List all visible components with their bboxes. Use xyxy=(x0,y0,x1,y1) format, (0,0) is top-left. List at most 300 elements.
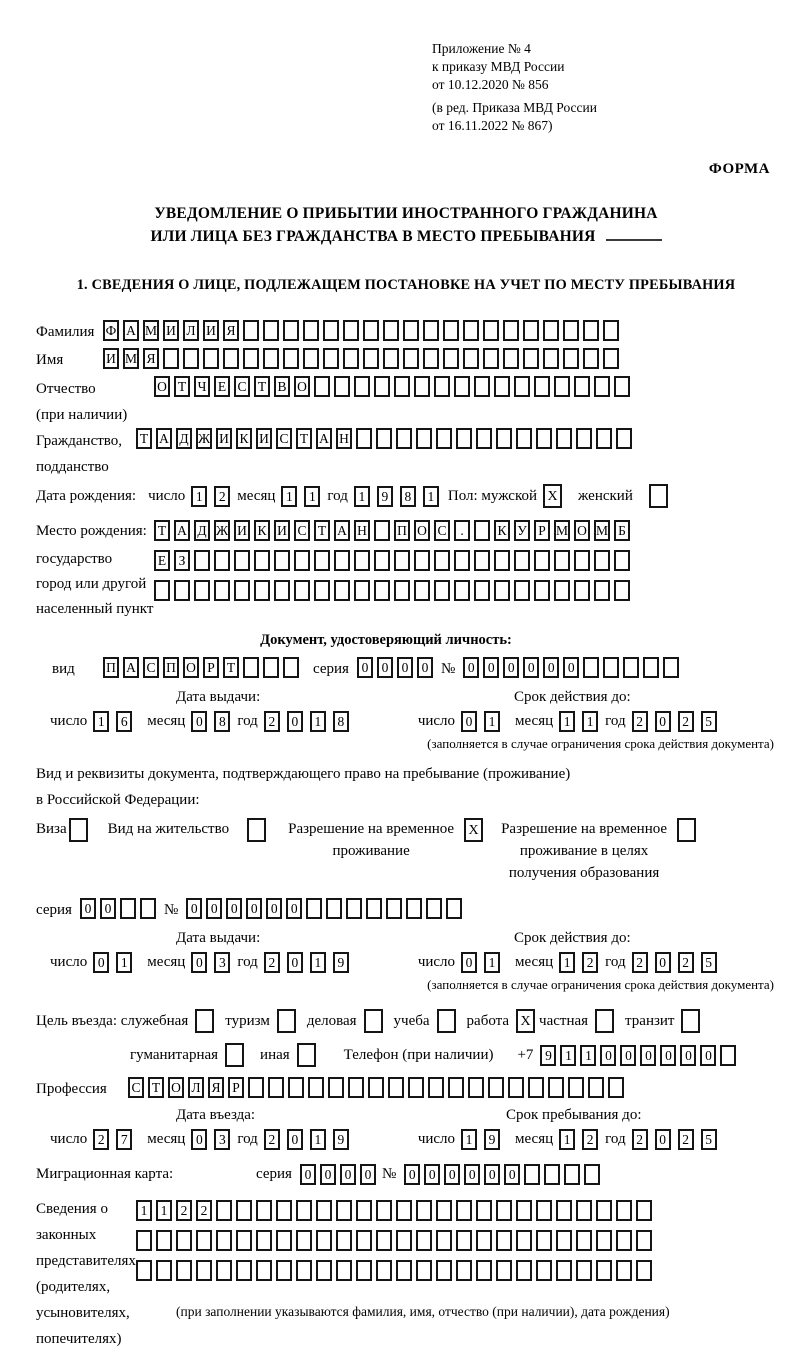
char-cell[interactable] xyxy=(436,1230,452,1251)
char-cell[interactable] xyxy=(456,1230,472,1251)
char-cell[interactable] xyxy=(334,550,350,571)
char-cell[interactable] xyxy=(474,550,490,571)
char-cell[interactable]: К xyxy=(494,520,510,541)
char-cell[interactable] xyxy=(494,376,510,397)
char-cell[interactable]: 1 xyxy=(136,1200,152,1221)
char-cell[interactable]: З xyxy=(174,550,190,571)
char-cell[interactable]: 0 xyxy=(287,711,303,732)
char-cell[interactable] xyxy=(256,1230,272,1251)
char-cell[interactable]: 2 xyxy=(264,711,280,732)
char-cell[interactable]: О xyxy=(183,657,199,678)
char-cell[interactable]: 0 xyxy=(640,1045,656,1066)
char-cell[interactable]: 9 xyxy=(484,1129,500,1150)
char-cell[interactable]: К xyxy=(236,428,252,449)
char-cell[interactable] xyxy=(363,320,379,341)
char-cell[interactable] xyxy=(234,550,250,571)
char-cell[interactable] xyxy=(568,1077,584,1098)
char-cell[interactable] xyxy=(554,550,570,571)
char-cell[interactable]: 0 xyxy=(397,657,413,678)
char-cell[interactable] xyxy=(416,1230,432,1251)
char-cell[interactable]: 1 xyxy=(310,952,326,973)
char-cell[interactable]: 0 xyxy=(191,1129,207,1150)
char-cell[interactable] xyxy=(523,348,539,369)
char-cell[interactable]: 2 xyxy=(176,1200,192,1221)
purpose-other-checkbox[interactable] xyxy=(297,1043,316,1067)
char-cell[interactable] xyxy=(408,1077,424,1098)
char-cell[interactable]: 0 xyxy=(360,1164,376,1185)
char-cell[interactable]: 0 xyxy=(655,952,671,973)
char-cell[interactable]: 0 xyxy=(404,1164,420,1185)
char-cell[interactable]: Л xyxy=(183,320,199,341)
char-cell[interactable] xyxy=(608,1077,624,1098)
char-cell[interactable] xyxy=(388,1077,404,1098)
char-cell[interactable] xyxy=(336,1260,352,1281)
char-cell[interactable] xyxy=(328,1077,344,1098)
char-cell[interactable] xyxy=(296,1260,312,1281)
char-cell[interactable]: Е xyxy=(214,376,230,397)
char-cell[interactable] xyxy=(584,1164,600,1185)
char-cell[interactable] xyxy=(268,1077,284,1098)
char-cell[interactable]: О xyxy=(168,1077,184,1098)
char-cell[interactable] xyxy=(488,1077,504,1098)
char-cell[interactable]: М xyxy=(554,520,570,541)
char-cell[interactable] xyxy=(363,348,379,369)
char-cell[interactable] xyxy=(376,1200,392,1221)
char-cell[interactable] xyxy=(394,580,410,601)
char-cell[interactable]: М xyxy=(143,320,159,341)
sex-female-checkbox[interactable] xyxy=(649,484,668,508)
char-cell[interactable] xyxy=(326,898,342,919)
char-cell[interactable] xyxy=(636,1200,652,1221)
char-cell[interactable]: 1 xyxy=(191,486,207,507)
char-cell[interactable]: 0 xyxy=(620,1045,636,1066)
char-cell[interactable]: 2 xyxy=(678,952,694,973)
char-cell[interactable] xyxy=(243,348,259,369)
char-cell[interactable]: 1 xyxy=(423,486,439,507)
char-cell[interactable]: 1 xyxy=(560,1045,576,1066)
purpose-business-checkbox[interactable] xyxy=(364,1009,383,1033)
char-cell[interactable]: 1 xyxy=(281,486,297,507)
char-cell[interactable]: 0 xyxy=(246,898,262,919)
char-cell[interactable] xyxy=(474,520,490,541)
char-cell[interactable] xyxy=(366,898,382,919)
char-cell[interactable] xyxy=(263,320,279,341)
char-cell[interactable]: И xyxy=(234,520,250,541)
char-cell[interactable] xyxy=(356,428,372,449)
char-cell[interactable] xyxy=(414,550,430,571)
char-cell[interactable] xyxy=(156,1260,172,1281)
char-cell[interactable] xyxy=(256,1260,272,1281)
char-cell[interactable] xyxy=(216,1200,232,1221)
char-cell[interactable] xyxy=(594,550,610,571)
char-cell[interactable] xyxy=(603,657,619,678)
char-cell[interactable] xyxy=(556,1200,572,1221)
char-cell[interactable]: Ч xyxy=(194,376,210,397)
char-cell[interactable] xyxy=(494,580,510,601)
char-cell[interactable] xyxy=(396,1200,412,1221)
char-cell[interactable]: 1 xyxy=(354,486,370,507)
char-cell[interactable]: 0 xyxy=(226,898,242,919)
char-cell[interactable]: П xyxy=(163,657,179,678)
char-cell[interactable] xyxy=(564,1164,580,1185)
char-cell[interactable] xyxy=(456,1260,472,1281)
char-cell[interactable]: Т xyxy=(254,376,270,397)
char-cell[interactable] xyxy=(283,348,299,369)
char-cell[interactable] xyxy=(434,376,450,397)
char-cell[interactable]: 5 xyxy=(701,1129,717,1150)
visa-checkbox[interactable] xyxy=(69,818,88,842)
char-cell[interactable]: 1 xyxy=(304,486,320,507)
char-cell[interactable]: 0 xyxy=(340,1164,356,1185)
char-cell[interactable] xyxy=(576,428,592,449)
char-cell[interactable] xyxy=(534,376,550,397)
char-cell[interactable]: 2 xyxy=(632,1129,648,1150)
char-cell[interactable]: О xyxy=(414,520,430,541)
char-cell[interactable] xyxy=(596,428,612,449)
char-cell[interactable]: 0 xyxy=(286,898,302,919)
char-cell[interactable] xyxy=(176,1230,192,1251)
char-cell[interactable]: 6 xyxy=(116,711,132,732)
char-cell[interactable] xyxy=(374,520,390,541)
char-cell[interactable] xyxy=(603,348,619,369)
char-cell[interactable] xyxy=(296,1200,312,1221)
char-cell[interactable] xyxy=(394,550,410,571)
purpose-transit-checkbox[interactable] xyxy=(681,1009,700,1033)
char-cell[interactable]: Р xyxy=(203,657,219,678)
char-cell[interactable]: В xyxy=(274,376,290,397)
char-cell[interactable]: Ж xyxy=(196,428,212,449)
char-cell[interactable]: 2 xyxy=(632,711,648,732)
char-cell[interactable]: 0 xyxy=(417,657,433,678)
char-cell[interactable] xyxy=(396,428,412,449)
char-cell[interactable] xyxy=(616,1200,632,1221)
char-cell[interactable]: 0 xyxy=(523,657,539,678)
char-cell[interactable]: 0 xyxy=(191,711,207,732)
char-cell[interactable] xyxy=(243,657,259,678)
char-cell[interactable] xyxy=(574,580,590,601)
char-cell[interactable]: М xyxy=(123,348,139,369)
char-cell[interactable] xyxy=(354,550,370,571)
char-cell[interactable] xyxy=(476,1230,492,1251)
char-cell[interactable] xyxy=(536,1260,552,1281)
char-cell[interactable] xyxy=(156,1230,172,1251)
char-cell[interactable] xyxy=(414,580,430,601)
char-cell[interactable] xyxy=(614,580,630,601)
char-cell[interactable]: 0 xyxy=(463,657,479,678)
char-cell[interactable] xyxy=(443,320,459,341)
char-cell[interactable]: А xyxy=(123,320,139,341)
char-cell[interactable]: И xyxy=(203,320,219,341)
char-cell[interactable] xyxy=(214,580,230,601)
char-cell[interactable]: 0 xyxy=(287,952,303,973)
char-cell[interactable]: Ф xyxy=(103,320,119,341)
char-cell[interactable] xyxy=(474,580,490,601)
char-cell[interactable] xyxy=(476,428,492,449)
char-cell[interactable] xyxy=(556,1260,572,1281)
char-cell[interactable]: 7 xyxy=(116,1129,132,1150)
char-cell[interactable]: 9 xyxy=(540,1045,556,1066)
char-cell[interactable]: Т xyxy=(154,520,170,541)
char-cell[interactable] xyxy=(476,1260,492,1281)
char-cell[interactable]: П xyxy=(103,657,119,678)
char-cell[interactable]: 2 xyxy=(582,1129,598,1150)
char-cell[interactable]: 0 xyxy=(700,1045,716,1066)
char-cell[interactable] xyxy=(383,348,399,369)
char-cell[interactable]: С xyxy=(143,657,159,678)
char-cell[interactable] xyxy=(536,428,552,449)
char-cell[interactable] xyxy=(556,1230,572,1251)
char-cell[interactable] xyxy=(314,376,330,397)
char-cell[interactable] xyxy=(576,1260,592,1281)
char-cell[interactable] xyxy=(376,428,392,449)
char-cell[interactable]: С xyxy=(294,520,310,541)
char-cell[interactable] xyxy=(436,1260,452,1281)
char-cell[interactable]: 2 xyxy=(93,1129,109,1150)
char-cell[interactable]: Т xyxy=(314,520,330,541)
char-cell[interactable]: 0 xyxy=(377,657,393,678)
char-cell[interactable]: 2 xyxy=(678,711,694,732)
char-cell[interactable]: 0 xyxy=(100,898,116,919)
char-cell[interactable]: Я xyxy=(208,1077,224,1098)
char-cell[interactable] xyxy=(236,1260,252,1281)
char-cell[interactable] xyxy=(496,428,512,449)
char-cell[interactable] xyxy=(406,898,422,919)
char-cell[interactable]: 0 xyxy=(655,711,671,732)
char-cell[interactable]: 0 xyxy=(483,657,499,678)
char-cell[interactable]: Д xyxy=(176,428,192,449)
char-cell[interactable]: 1 xyxy=(582,711,598,732)
char-cell[interactable]: 2 xyxy=(632,952,648,973)
char-cell[interactable] xyxy=(136,1230,152,1251)
char-cell[interactable] xyxy=(308,1077,324,1098)
char-cell[interactable]: П xyxy=(394,520,410,541)
char-cell[interactable] xyxy=(336,1230,352,1251)
char-cell[interactable] xyxy=(316,1260,332,1281)
char-cell[interactable]: Н xyxy=(354,520,370,541)
purpose-private-checkbox[interactable] xyxy=(595,1009,614,1033)
char-cell[interactable] xyxy=(323,348,339,369)
char-cell[interactable] xyxy=(596,1260,612,1281)
char-cell[interactable] xyxy=(194,550,210,571)
char-cell[interactable] xyxy=(274,550,290,571)
char-cell[interactable]: 1 xyxy=(93,711,109,732)
char-cell[interactable] xyxy=(548,1077,564,1098)
char-cell[interactable] xyxy=(303,320,319,341)
char-cell[interactable] xyxy=(468,1077,484,1098)
char-cell[interactable] xyxy=(174,580,190,601)
char-cell[interactable] xyxy=(514,580,530,601)
char-cell[interactable]: 1 xyxy=(310,1129,326,1150)
char-cell[interactable] xyxy=(623,657,639,678)
char-cell[interactable] xyxy=(614,550,630,571)
char-cell[interactable]: . xyxy=(454,520,470,541)
char-cell[interactable] xyxy=(514,376,530,397)
char-cell[interactable] xyxy=(616,1260,632,1281)
char-cell[interactable]: И xyxy=(274,520,290,541)
char-cell[interactable] xyxy=(283,657,299,678)
char-cell[interactable] xyxy=(436,428,452,449)
char-cell[interactable]: 1 xyxy=(559,711,575,732)
char-cell[interactable] xyxy=(720,1045,736,1066)
char-cell[interactable] xyxy=(516,1200,532,1221)
char-cell[interactable] xyxy=(426,898,442,919)
char-cell[interactable] xyxy=(596,1200,612,1221)
char-cell[interactable]: 1 xyxy=(156,1200,172,1221)
char-cell[interactable] xyxy=(536,1200,552,1221)
char-cell[interactable] xyxy=(423,320,439,341)
char-cell[interactable]: 2 xyxy=(264,952,280,973)
char-cell[interactable] xyxy=(476,1200,492,1221)
char-cell[interactable]: 0 xyxy=(461,952,477,973)
char-cell[interactable] xyxy=(234,580,250,601)
char-cell[interactable] xyxy=(434,580,450,601)
char-cell[interactable] xyxy=(296,1230,312,1251)
char-cell[interactable] xyxy=(120,898,136,919)
char-cell[interactable] xyxy=(383,320,399,341)
char-cell[interactable]: И xyxy=(256,428,272,449)
char-cell[interactable] xyxy=(576,1200,592,1221)
char-cell[interactable]: 1 xyxy=(580,1045,596,1066)
char-cell[interactable]: 0 xyxy=(424,1164,440,1185)
char-cell[interactable]: Т xyxy=(296,428,312,449)
char-cell[interactable] xyxy=(616,1230,632,1251)
char-cell[interactable] xyxy=(283,320,299,341)
char-cell[interactable]: Р xyxy=(534,520,550,541)
char-cell[interactable]: К xyxy=(254,520,270,541)
char-cell[interactable]: 2 xyxy=(196,1200,212,1221)
char-cell[interactable] xyxy=(294,580,310,601)
char-cell[interactable]: 1 xyxy=(559,1129,575,1150)
char-cell[interactable] xyxy=(376,1230,392,1251)
char-cell[interactable] xyxy=(463,320,479,341)
char-cell[interactable] xyxy=(256,1200,272,1221)
char-cell[interactable] xyxy=(194,580,210,601)
char-cell[interactable] xyxy=(603,320,619,341)
char-cell[interactable]: Т xyxy=(136,428,152,449)
char-cell[interactable] xyxy=(614,376,630,397)
char-cell[interactable] xyxy=(436,1200,452,1221)
char-cell[interactable] xyxy=(508,1077,524,1098)
char-cell[interactable] xyxy=(254,550,270,571)
char-cell[interactable]: 0 xyxy=(655,1129,671,1150)
char-cell[interactable] xyxy=(274,580,290,601)
char-cell[interactable]: У xyxy=(514,520,530,541)
char-cell[interactable]: 0 xyxy=(287,1129,303,1150)
char-cell[interactable]: Я xyxy=(143,348,159,369)
char-cell[interactable]: 2 xyxy=(214,486,230,507)
char-cell[interactable] xyxy=(583,657,599,678)
char-cell[interactable] xyxy=(196,1230,212,1251)
char-cell[interactable]: 0 xyxy=(191,952,207,973)
char-cell[interactable] xyxy=(423,348,439,369)
char-cell[interactable] xyxy=(448,1077,464,1098)
char-cell[interactable] xyxy=(356,1200,372,1221)
char-cell[interactable] xyxy=(576,1230,592,1251)
char-cell[interactable] xyxy=(216,1230,232,1251)
char-cell[interactable] xyxy=(276,1230,292,1251)
char-cell[interactable] xyxy=(516,1230,532,1251)
char-cell[interactable]: О xyxy=(154,376,170,397)
char-cell[interactable]: М xyxy=(594,520,610,541)
char-cell[interactable]: Л xyxy=(188,1077,204,1098)
char-cell[interactable]: 1 xyxy=(484,711,500,732)
char-cell[interactable]: 1 xyxy=(310,711,326,732)
char-cell[interactable] xyxy=(183,348,199,369)
char-cell[interactable] xyxy=(154,580,170,601)
char-cell[interactable] xyxy=(503,348,519,369)
sex-male-checkbox[interactable]: X xyxy=(543,484,562,508)
char-cell[interactable] xyxy=(663,657,679,678)
char-cell[interactable] xyxy=(203,348,219,369)
char-cell[interactable] xyxy=(456,428,472,449)
char-cell[interactable]: Т xyxy=(148,1077,164,1098)
char-cell[interactable] xyxy=(503,320,519,341)
char-cell[interactable]: 9 xyxy=(377,486,393,507)
char-cell[interactable] xyxy=(303,348,319,369)
char-cell[interactable] xyxy=(346,898,362,919)
char-cell[interactable] xyxy=(416,428,432,449)
char-cell[interactable] xyxy=(416,1200,432,1221)
char-cell[interactable]: И xyxy=(216,428,232,449)
char-cell[interactable] xyxy=(536,1230,552,1251)
purpose-study-checkbox[interactable] xyxy=(437,1009,456,1033)
char-cell[interactable]: Я xyxy=(223,320,239,341)
char-cell[interactable] xyxy=(474,376,490,397)
char-cell[interactable] xyxy=(563,348,579,369)
char-cell[interactable] xyxy=(636,1230,652,1251)
char-cell[interactable]: Н xyxy=(336,428,352,449)
char-cell[interactable] xyxy=(483,348,499,369)
char-cell[interactable] xyxy=(636,1260,652,1281)
purpose-tourism-checkbox[interactable] xyxy=(277,1009,296,1033)
purpose-work-checkbox[interactable]: X xyxy=(516,1009,535,1033)
char-cell[interactable]: Б xyxy=(614,520,630,541)
residence-permit-checkbox[interactable] xyxy=(247,818,266,842)
char-cell[interactable]: 0 xyxy=(320,1164,336,1185)
char-cell[interactable] xyxy=(396,1260,412,1281)
char-cell[interactable] xyxy=(443,348,459,369)
char-cell[interactable] xyxy=(374,376,390,397)
char-cell[interactable]: 2 xyxy=(264,1129,280,1150)
char-cell[interactable] xyxy=(643,657,659,678)
char-cell[interactable] xyxy=(594,376,610,397)
char-cell[interactable]: С xyxy=(276,428,292,449)
char-cell[interactable]: А xyxy=(174,520,190,541)
char-cell[interactable] xyxy=(140,898,156,919)
char-cell[interactable] xyxy=(534,550,550,571)
char-cell[interactable] xyxy=(334,580,350,601)
char-cell[interactable] xyxy=(276,1260,292,1281)
char-cell[interactable] xyxy=(544,1164,560,1185)
char-cell[interactable] xyxy=(196,1260,212,1281)
char-cell[interactable]: 3 xyxy=(214,1129,230,1150)
char-cell[interactable] xyxy=(463,348,479,369)
char-cell[interactable]: 0 xyxy=(503,657,519,678)
char-cell[interactable] xyxy=(494,550,510,571)
char-cell[interactable]: 0 xyxy=(80,898,96,919)
char-cell[interactable] xyxy=(396,1230,412,1251)
char-cell[interactable] xyxy=(243,320,259,341)
char-cell[interactable] xyxy=(323,320,339,341)
char-cell[interactable] xyxy=(374,580,390,601)
char-cell[interactable] xyxy=(528,1077,544,1098)
char-cell[interactable]: И xyxy=(103,348,119,369)
char-cell[interactable]: 0 xyxy=(600,1045,616,1066)
char-cell[interactable] xyxy=(254,580,270,601)
char-cell[interactable] xyxy=(583,348,599,369)
char-cell[interactable] xyxy=(276,1200,292,1221)
char-cell[interactable] xyxy=(374,550,390,571)
